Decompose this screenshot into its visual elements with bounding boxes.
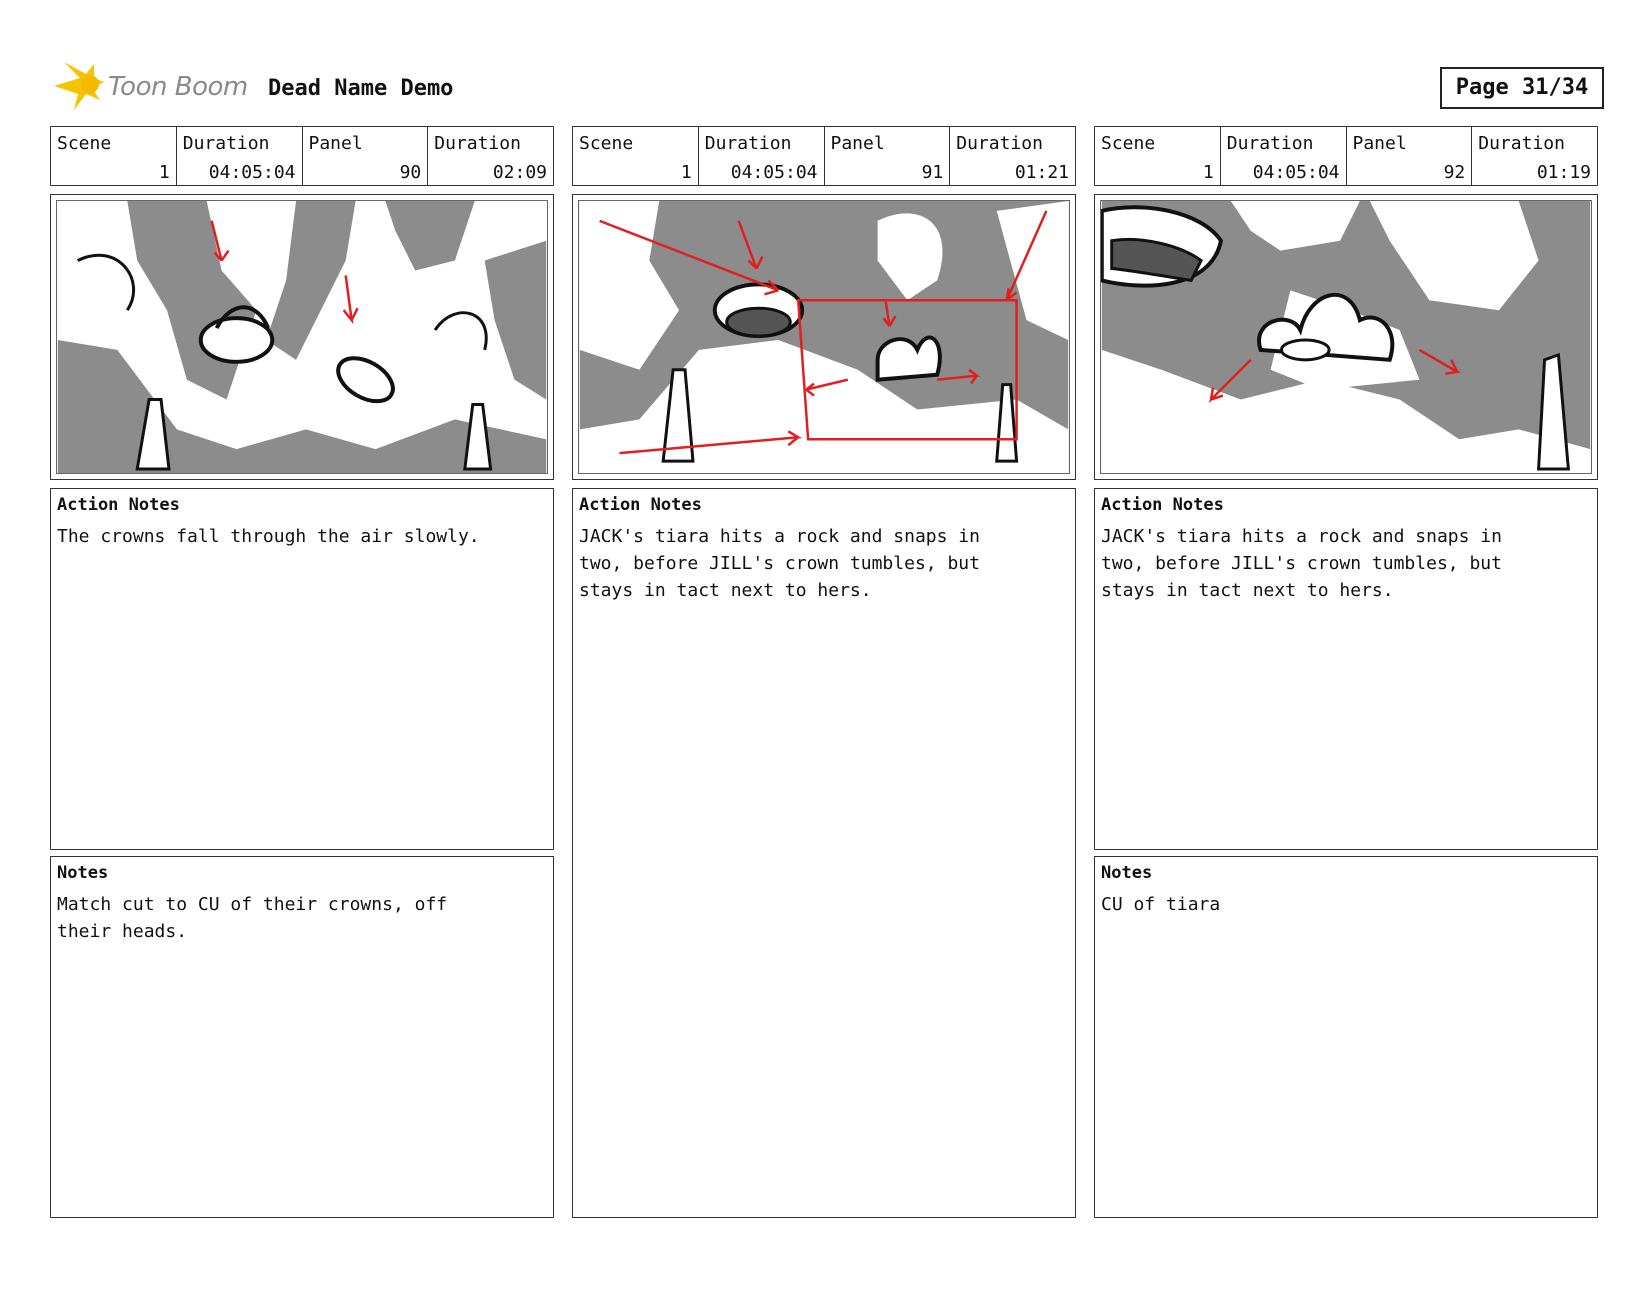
scene-label: Scene [579, 133, 634, 154]
scene-value: 1 [1202, 162, 1214, 183]
logo-text: Toon Boom [108, 72, 248, 102]
action-notes-title: Action Notes [57, 495, 180, 515]
notes-title: Notes [1101, 863, 1153, 883]
scene-duration-cell [1221, 127, 1347, 185]
panel-value: 90 [399, 162, 422, 183]
panel-info-bar [1094, 126, 1598, 186]
scene-duration-value: 04:05:04 [208, 162, 296, 183]
notes-box [50, 856, 554, 1218]
scene-duration-cell [177, 127, 303, 185]
action-notes-box [1094, 488, 1598, 850]
panel-duration-cell [1472, 127, 1597, 185]
duration-label: Duration [434, 133, 521, 154]
scene-cell [1095, 127, 1221, 185]
panel-label: Panel [308, 133, 363, 154]
panel-duration-value: 02:09 [492, 162, 547, 183]
duration-label: Duration [1478, 133, 1565, 154]
panel-duration-cell [950, 127, 1075, 185]
panel-value: 92 [1443, 162, 1466, 183]
toon-boom-logo [50, 58, 250, 116]
notes-box [1094, 856, 1598, 1218]
burst-icon [50, 60, 106, 112]
action-notes-box [50, 488, 554, 850]
duration-label: Duration [704, 133, 792, 154]
panel-duration-cell [428, 127, 553, 185]
duration-label: Duration [182, 133, 270, 154]
panel-label: Panel [1352, 133, 1407, 154]
panel-label: Panel [830, 133, 885, 154]
notes-title: Notes [57, 863, 109, 883]
scene-cell [51, 127, 177, 185]
panel-info-bar [572, 126, 1076, 186]
action-notes-text: JACK's tiara hits a rock and snaps in two, before JILL's crown tumbles, but stays in tact next to hers. [1101, 526, 1502, 601]
scene-value: 1 [680, 162, 692, 183]
storyboard-header [50, 58, 1600, 116]
panel-value: 91 [921, 162, 944, 183]
panel-info-bar [50, 126, 554, 186]
duration-label: Duration [1226, 133, 1314, 154]
scene-label: Scene [57, 133, 112, 154]
panel-image-frame [1094, 194, 1598, 480]
scene-duration-cell [699, 127, 825, 185]
scene-duration-value: 04:05:04 [1252, 162, 1340, 183]
scene-cell [573, 127, 699, 185]
page-indicator: Page 31/34 [1440, 67, 1604, 109]
duration-label: Duration [956, 133, 1043, 154]
panel-cell [825, 127, 951, 185]
action-notes-title: Action Notes [1101, 495, 1224, 515]
panel-duration-value: 01:21 [1014, 162, 1069, 183]
action-notes-text: JACK's tiara hits a rock and snaps in two, before JILL's crown tumbles, but stays in tact next to hers. [579, 526, 980, 601]
scene-value: 1 [158, 162, 170, 183]
storyboard-sketch-tiara-closeup [1100, 200, 1592, 474]
storyboard-sketch-crowns-falling [56, 200, 548, 474]
project-title: Dead Name Demo [268, 76, 454, 101]
storyboard-sketch-crowns-landing [578, 200, 1070, 474]
panel-image-frame [50, 194, 554, 480]
action-notes-title: Action Notes [579, 495, 702, 515]
action-notes-text: The crowns fall through the air slowly. [57, 526, 480, 547]
panel-image-frame [572, 194, 1076, 480]
panel-duration-value: 01:19 [1536, 162, 1591, 183]
notes-text: Match cut to CU of their crowns, off their heads. [57, 894, 448, 942]
scene-label: Scene [1101, 133, 1156, 154]
scene-duration-value: 04:05:04 [730, 162, 818, 183]
panel-cell [303, 127, 429, 185]
panel-cell [1347, 127, 1473, 185]
action-notes-box [572, 488, 1076, 1218]
notes-text: CU of tiara [1101, 894, 1221, 915]
